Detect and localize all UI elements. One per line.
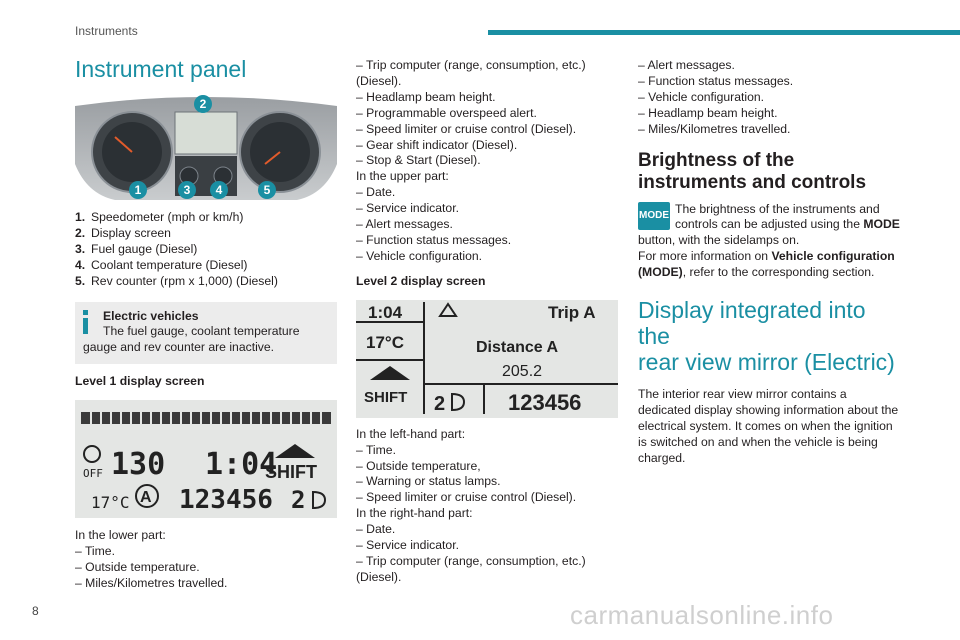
info-text: The fuel gauge, coolant temperature bbox=[103, 324, 300, 339]
text-line: charged. bbox=[638, 450, 686, 465]
component-list bbox=[75, 210, 337, 290]
level1-heading: Level 1 display screen bbox=[75, 374, 205, 389]
text-line: controls can be adjusted using the bbox=[675, 217, 860, 232]
text-line: (Diesel). bbox=[356, 569, 402, 584]
odometer: 123456 bbox=[508, 389, 582, 415]
text-line: In the left-hand part: bbox=[356, 426, 466, 441]
info-text: gauge and rev counter are inactive. bbox=[83, 340, 275, 355]
text-line: (Diesel). bbox=[356, 73, 402, 88]
emphasis: (MODE) bbox=[638, 265, 683, 280]
text-line: – Outside temperature, bbox=[356, 458, 481, 473]
list-item: 2. Display screen bbox=[75, 225, 171, 240]
text-line: – Vehicle configuration. bbox=[356, 248, 483, 263]
headlamp-level: 2 bbox=[434, 392, 446, 415]
text-line: – Function status messages. bbox=[638, 73, 794, 88]
level2-display-illustration bbox=[356, 300, 618, 418]
trip-label: Trip A bbox=[548, 302, 596, 322]
text-line: – Headlamp beam height. bbox=[356, 89, 496, 104]
text-line: is switched on and when the vehicle is being bbox=[638, 434, 878, 449]
instrument-panel-illustration bbox=[75, 92, 337, 204]
left-right-part-list bbox=[356, 427, 618, 586]
info-note-box bbox=[75, 302, 337, 365]
level1-display-illustration bbox=[75, 400, 337, 518]
list-item: 3. Fuel gauge (Diesel) bbox=[75, 241, 198, 256]
text-line: – Speed limiter or cruise control (Diesel). bbox=[356, 490, 577, 505]
text-line: – Trip computer (range, consumption, etc.) bbox=[356, 553, 586, 568]
time-readout: 1:04 bbox=[205, 447, 278, 483]
text-line: – Function status messages. bbox=[356, 232, 512, 247]
outside-temp: 17°C bbox=[91, 493, 130, 513]
shift-label: SHIFT bbox=[364, 388, 408, 406]
section-title: Instrument panel bbox=[75, 56, 247, 82]
time-readout: 1:04 bbox=[368, 302, 403, 322]
text-line: – Service indicator. bbox=[356, 201, 459, 216]
mirror-paragraph bbox=[638, 387, 900, 467]
text-line: – Time. bbox=[356, 442, 396, 457]
text-line: electrical system. It comes on when the ignition bbox=[638, 418, 893, 433]
emphasis: Vehicle configuration bbox=[771, 249, 895, 264]
distance-label: Distance A bbox=[476, 338, 559, 356]
text-line: – Date. bbox=[356, 185, 396, 200]
text-line: – Trip computer (range, consumption, etc.) bbox=[356, 58, 586, 72]
text-line: – Headlamp beam height. bbox=[638, 105, 778, 120]
text-line: – Programmable overspeed alert. bbox=[356, 105, 537, 120]
text-line: In the right-hand part: bbox=[356, 506, 473, 521]
speed-readout: 130 bbox=[111, 447, 166, 483]
callout-5: 5 bbox=[263, 183, 271, 197]
text-line: In the lower part: bbox=[75, 528, 166, 543]
shift-label: SHIFT bbox=[265, 462, 317, 483]
text-line: – Vehicle configuration. bbox=[638, 89, 765, 104]
text-line: – Gear shift indicator (Diesel). bbox=[356, 137, 518, 152]
page-number: 8 bbox=[32, 604, 39, 618]
info-icon bbox=[80, 310, 90, 334]
running-head: Instruments bbox=[75, 24, 138, 38]
text-line: button, with the sidelamps on. bbox=[638, 233, 800, 248]
headlamp-level: 2 bbox=[291, 486, 306, 515]
text-line: – Date. bbox=[356, 522, 396, 537]
odometer: 123456 bbox=[179, 485, 273, 516]
level2-heading: Level 2 display screen bbox=[356, 273, 486, 288]
mode-letter: A bbox=[140, 489, 152, 507]
emphasis: MODE bbox=[863, 217, 900, 232]
text-line: In the upper part: bbox=[356, 169, 449, 184]
text-line: For more information on bbox=[638, 249, 769, 264]
callout-4: 4 bbox=[215, 183, 223, 197]
mode-button-icon: MODE bbox=[638, 202, 670, 230]
column-middle bbox=[356, 58, 618, 586]
header-accent-bar bbox=[488, 30, 960, 35]
callout-3: 3 bbox=[183, 183, 191, 197]
text-line: – Miles/Kilometres travelled. bbox=[75, 575, 228, 590]
outside-temp: 17°C bbox=[366, 332, 404, 352]
text-line: – Stop & Start (Diesel). bbox=[356, 153, 481, 168]
text-line: , refer to the corresponding section. bbox=[682, 265, 875, 280]
list-item: 1. Speedometer (mph or km/h) bbox=[75, 210, 244, 224]
off-label: OFF bbox=[83, 467, 103, 481]
list-item: 5. Rev counter (rpm x 1,000) (Diesel) bbox=[75, 273, 278, 288]
text-line: – Time. bbox=[75, 544, 115, 559]
text-line: The interior rear view mirror contains a bbox=[638, 387, 847, 402]
info-title: Electric vehicles bbox=[103, 308, 199, 323]
text-line: – Miles/Kilometres travelled. bbox=[638, 121, 791, 136]
text-line: The brightness of the instruments and bbox=[675, 201, 880, 216]
text-line: – Alert messages. bbox=[638, 58, 735, 72]
mirror-heading: Display integrated into the rear view mirror (Electric) bbox=[638, 297, 895, 376]
brightness-paragraph bbox=[638, 202, 900, 282]
text-line: – Service indicator. bbox=[356, 538, 459, 553]
column-right bbox=[638, 58, 900, 467]
text-line: – Warning or status lamps. bbox=[356, 474, 501, 489]
callout-1: 1 bbox=[134, 183, 142, 197]
brightness-heading: Brightness of the instruments and controls bbox=[638, 149, 867, 193]
callout-2: 2 bbox=[199, 97, 207, 111]
column-left bbox=[75, 56, 337, 592]
text-line: dedicated display showing information about the bbox=[638, 402, 899, 417]
lower-part-list bbox=[75, 528, 337, 592]
text-line: – Speed limiter or cruise control (Diesel). bbox=[356, 121, 577, 136]
text-line: – Alert messages. bbox=[356, 217, 453, 232]
distance-value: 205.2 bbox=[502, 362, 543, 380]
text-line: – Outside temperature. bbox=[75, 559, 200, 574]
watermark: carmanualsonline.info bbox=[570, 600, 834, 630]
list-item: 4. Coolant temperature (Diesel) bbox=[75, 257, 248, 272]
